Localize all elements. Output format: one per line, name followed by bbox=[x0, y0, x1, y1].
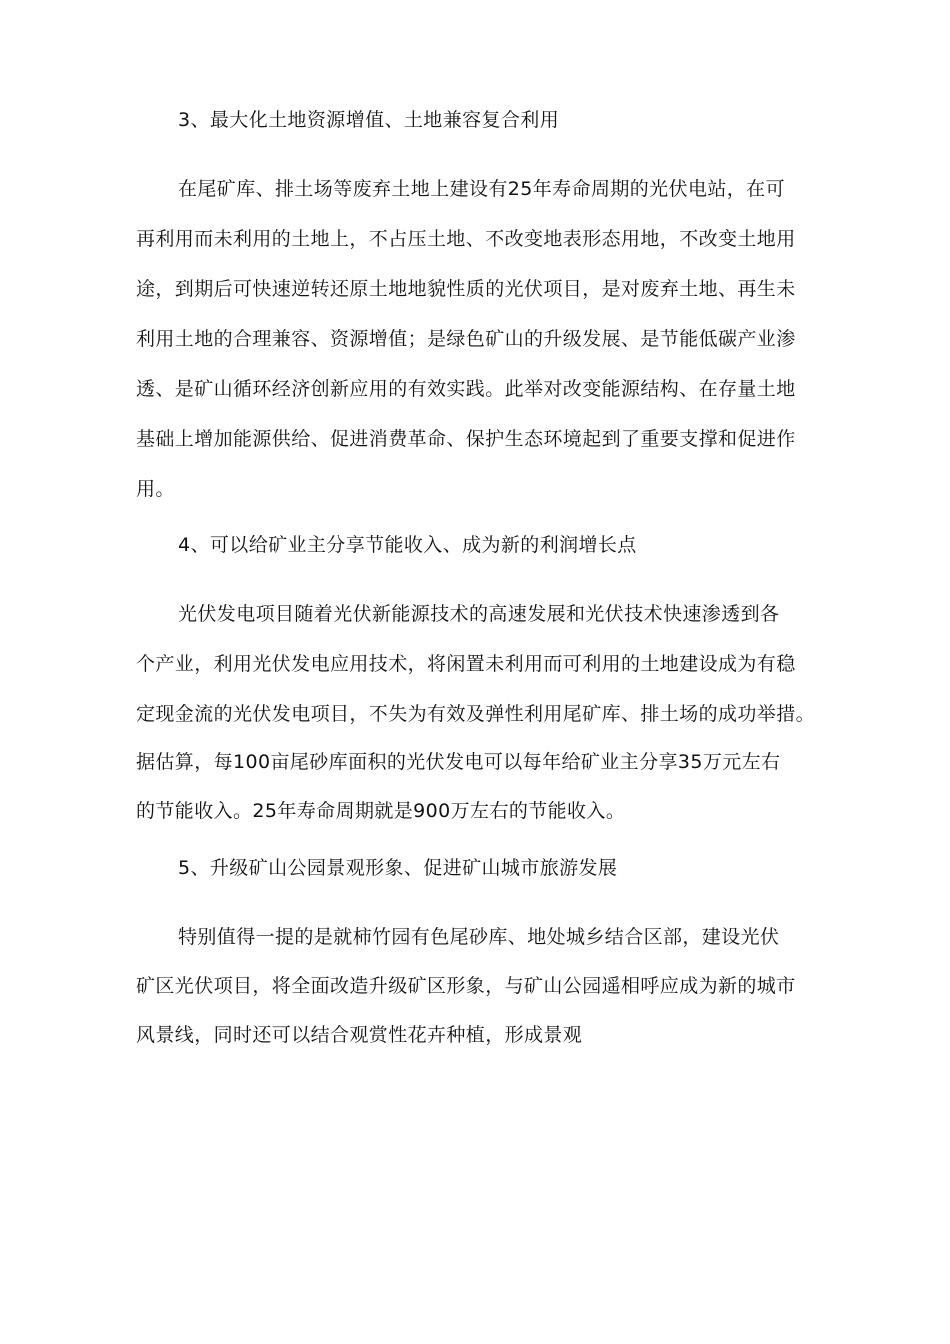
section-5-line-3: 风景线，同时还可以结合观赏性花卉种植，形成景观 bbox=[136, 1024, 583, 1046]
section-3-line-6: 基础上增加能源供给、促进消费革命、保护生态环境起到了重要支撑和促进作 bbox=[136, 428, 796, 450]
section-5-heading: 5、升级矿山公园景观形象、促进矿山城市旅游发展 bbox=[178, 857, 618, 879]
section-3-line-4: 利用土地的合理兼容、资源增值；是绿色矿山的升级发展、是节能低碳产业渗 bbox=[136, 328, 796, 350]
section-3-heading: 3、最大化土地资源增值、土地兼容复合利用 bbox=[178, 109, 560, 131]
section-4-line-2: 个产业，利用光伏发电应用技术，将闲置未利用而可利用的土地建设成为有稳 bbox=[136, 653, 796, 675]
section-4-line-5: 的节能收入。25年寿命周期就是900万左右的节能收入。 bbox=[136, 800, 626, 822]
section-3-line-7: 用。 bbox=[136, 478, 175, 500]
section-4-line-3: 定现金流的光伏发电项目，不失为有效及弹性利用尾矿库、排土场的成功举措。 bbox=[136, 703, 816, 725]
section-3-line-3: 途，到期后可快速逆转还原土地地貌性质的光伏项目，是对废弃土地、再生未 bbox=[136, 278, 796, 300]
section-3-line-1: 在尾矿库、排土场等废弃土地上建设有25年寿命周期的光伏电站，在可 bbox=[178, 178, 785, 200]
section-4-line-1: 光伏发电项目随着光伏新能源技术的高速发展和光伏技术快速渗透到各 bbox=[178, 603, 780, 625]
section-5-line-1: 特别值得一提的是就柿竹园有色尾砂库、地处城乡结合区部，建设光伏 bbox=[178, 926, 780, 948]
section-3-line-5: 透、是矿山循环经济创新应用的有效实践。此举对改变能源结构、在存量土地 bbox=[136, 378, 796, 400]
section-3-line-2: 再利用而未利用的土地上，不占压土地、不改变地表形态用地，不改变土地用 bbox=[136, 228, 796, 250]
section-5-line-2: 矿区光伏项目，将全面改造升级矿区形象，与矿山公园遥相呼应成为新的城市 bbox=[136, 975, 796, 997]
section-4-heading: 4、可以给矿业主分享节能收入、成为新的利润增长点 bbox=[178, 534, 637, 556]
section-4-line-4: 据估算，每100亩尾砂库面积的光伏发电可以每年给矿业主分享35万元左右 bbox=[136, 751, 781, 773]
